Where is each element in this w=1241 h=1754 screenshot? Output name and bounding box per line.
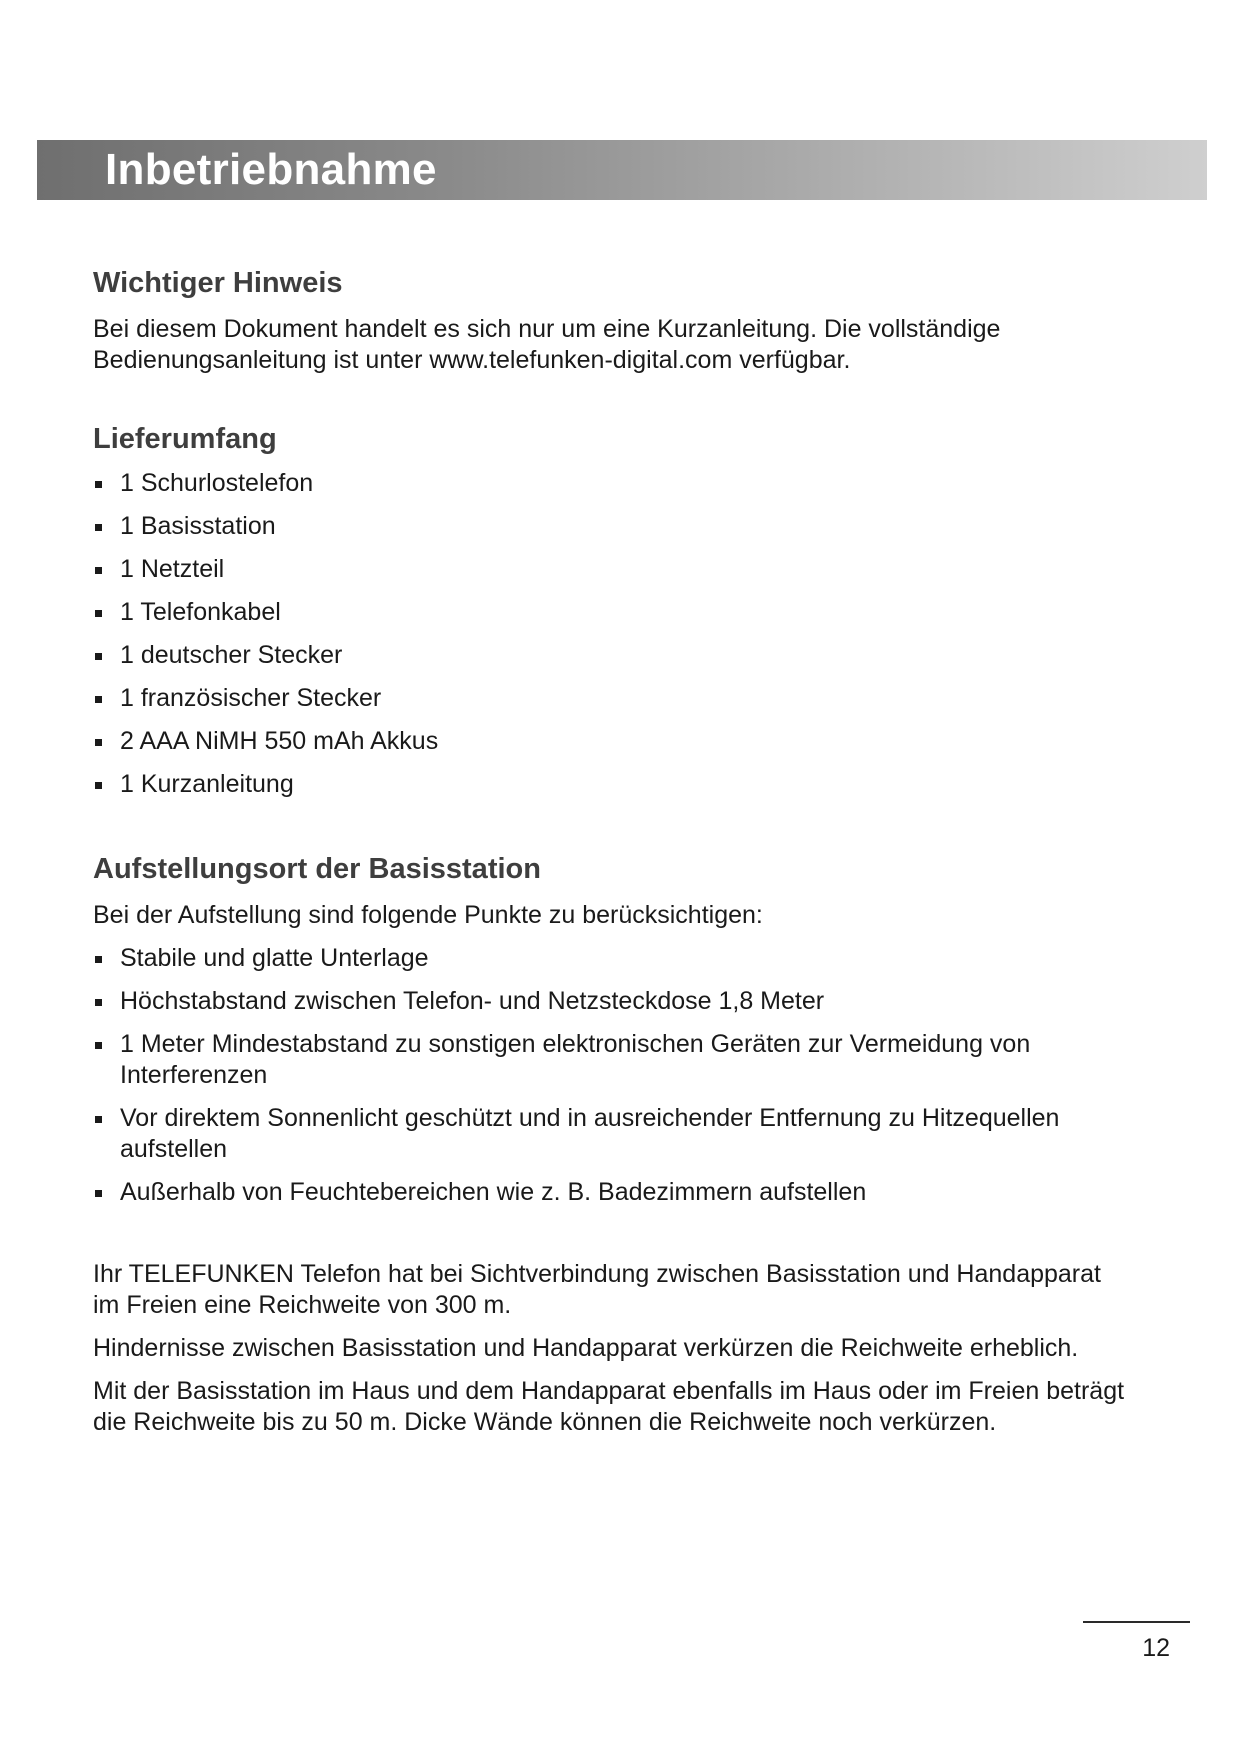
reichweite-paragraph: Ihr TELEFUNKEN Telefon hat bei Sichtverbindung zwischen Basisstation und Handapparat im Freien eine Reichweite von 300 m. xyxy=(93,1260,1101,1319)
list-item: 1 deutscher Stecker xyxy=(93,640,1153,671)
bullet-icon xyxy=(95,956,102,963)
bullet-icon xyxy=(95,782,102,789)
bullet-icon xyxy=(95,1042,102,1049)
bullet-icon xyxy=(95,1116,102,1123)
list-item: 2 AAA NiMH 550 mAh Akkus xyxy=(93,726,1153,757)
list-item: 1 Kurzanleitung xyxy=(93,769,1153,800)
bullet-icon xyxy=(95,653,102,660)
aufstellungsort-heading: Aufstellungsort der Basisstation xyxy=(93,853,541,885)
hinweis-section xyxy=(93,266,1153,376)
reichweite-paragraph: Hindernisse zwischen Basisstation und Handapparat verkürzen die Reichweite erheblich. xyxy=(93,1334,1079,1362)
reichweite-paragraph: Mit der Basisstation im Haus und dem Handapparat ebenfalls im Haus oder im Freien beträgt die Reichweite bis zu 50 m. Dicke Wände können die Reichweite noch verkürzen. xyxy=(93,1377,1125,1436)
reichweite-section xyxy=(93,1259,1133,1438)
lieferumfang-list xyxy=(93,468,1153,800)
list-item: 1 französischer Stecker xyxy=(93,683,1153,714)
list-item: 1 Schurlostelefon xyxy=(93,468,1153,499)
list-item: Vor direktem Sonnenlicht geschützt und in ausreichender Entfernung zu Hitzequellen aufstellen xyxy=(93,1103,1153,1165)
aufstellungsort-section xyxy=(93,852,1153,1208)
section-title: Inbetriebnahme xyxy=(105,145,437,194)
lieferumfang-section xyxy=(93,422,1153,800)
list-item: 1 Meter Mindestabstand zu sonstigen elektronischen Geräten zur Vermeidung von Interferenzen xyxy=(93,1029,1153,1091)
list-item: Außerhalb von Feuchtebereichen wie z. B. Badezimmern aufstellen xyxy=(93,1177,1153,1208)
footer-rule xyxy=(1083,1621,1190,1623)
aufstellungsort-intro: Bei der Aufstellung sind folgende Punkte zu berücksichtigen: xyxy=(93,901,763,929)
list-item: 1 Basisstation xyxy=(93,511,1153,542)
bullet-icon xyxy=(95,1190,102,1197)
list-item: 1 Telefonkabel xyxy=(93,597,1153,628)
page-number: 12 xyxy=(1142,1634,1170,1662)
hinweis-text-line2: Bedienungsanleitung ist unter www.telefunken-digital.com verfügbar. xyxy=(93,346,851,374)
section-banner xyxy=(37,140,1207,200)
bullet-icon xyxy=(95,696,102,703)
bullet-icon xyxy=(95,524,102,531)
list-item: Stabile und glatte Unterlage xyxy=(93,943,1153,974)
bullet-icon xyxy=(95,567,102,574)
bullet-icon xyxy=(95,610,102,617)
lieferumfang-heading: Lieferumfang xyxy=(93,423,277,455)
list-item: 1 Netzteil xyxy=(93,554,1153,585)
list-item: Höchstabstand zwischen Telefon- und Netzsteckdose 1,8 Meter xyxy=(93,986,1153,1017)
aufstellungsort-list xyxy=(93,943,1153,1208)
bullet-icon xyxy=(95,999,102,1006)
hinweis-text-line1: Bei diesem Dokument handelt es sich nur um eine Kurzanleitung. Die vollständige xyxy=(93,315,1001,343)
hinweis-heading: Wichtiger Hinweis xyxy=(93,267,343,299)
bullet-icon xyxy=(95,739,102,746)
bullet-icon xyxy=(95,481,102,488)
